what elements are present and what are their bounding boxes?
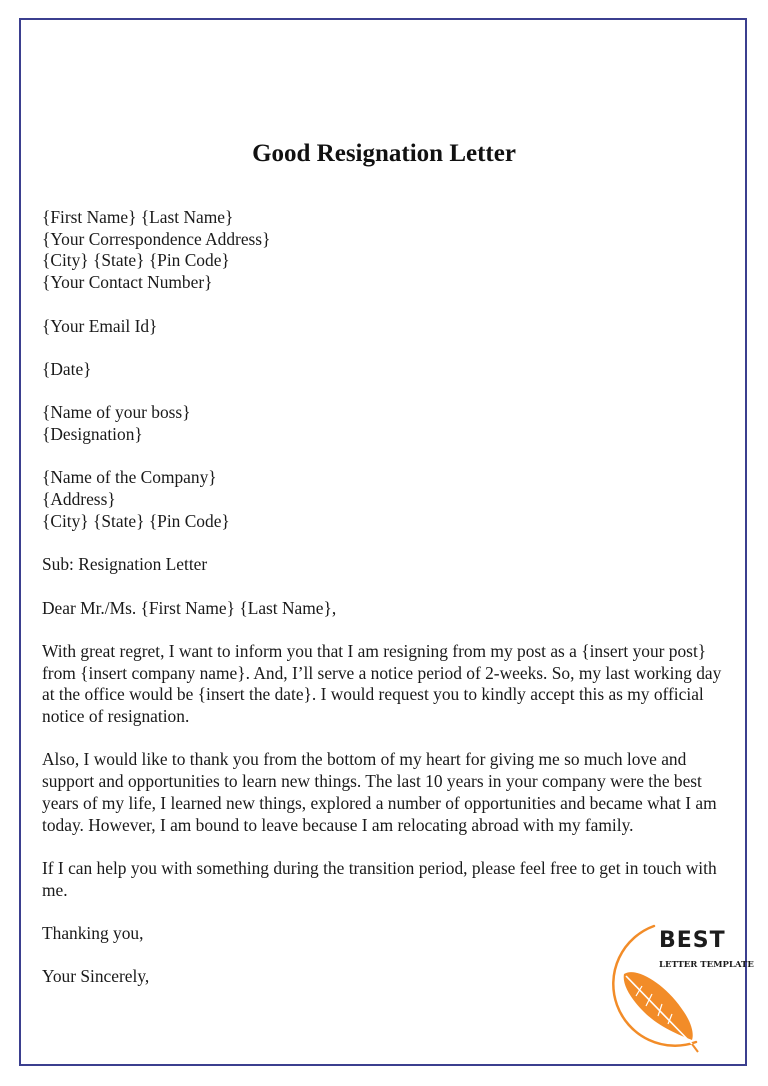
logo-subtitle: LETTER TEMPLATE xyxy=(659,960,754,970)
closing-sincerely: Your Sincerely, xyxy=(42,966,150,987)
sender-city-state-pin: {City} {State} {Pin Code} xyxy=(42,250,230,271)
letter-subject: Sub: Resignation Letter xyxy=(42,554,208,575)
letter-date: {Date} xyxy=(42,358,92,379)
paragraph-help: If I can help you with something during the transition period, please feel free to get in touch with me. xyxy=(42,857,717,900)
letter-salutation: Dear Mr./Ms. {First Name} {Last Name}, xyxy=(42,597,337,618)
sender-name: {First Name} {Last Name} xyxy=(42,207,234,227)
recipient-designation: {Designation} xyxy=(42,423,143,444)
recipient-boss-name: {Name of your boss} xyxy=(42,402,191,423)
paragraph-thanks: Also, I would like to thank you from the bottom of my heart for giving me so much love and support and opportunities to learn new things. The last 10 years in your company were the best years of my life, I learned new things, explored a number of opportunities and became what I am today. However, I am bound to leave because I am relocating abroad with my family. xyxy=(42,749,717,835)
letter-body xyxy=(42,207,732,988)
recipient-city-state-pin: {City} {State} {Pin Code} xyxy=(42,510,230,531)
sender-address: {Your Correspondence Address} xyxy=(42,228,271,249)
document-title: Good Resignation Letter xyxy=(252,140,516,167)
best-letter-template-logo xyxy=(596,924,754,1054)
paragraph-notice: With great regret, I want to inform you that I am resigning from my post as a {insert your post} from {insert company name}. And, I’ll serve a notice period of 2-weeks. So, my last working day at the office would be {insert the date}. I would request you to kindly accept this as my official notice of resignation. xyxy=(42,640,722,727)
logo-word: BEST xyxy=(659,928,726,953)
recipient-company: {Name of the Company} xyxy=(42,467,217,488)
closing-thanking: Thanking you, xyxy=(42,923,144,944)
sender-email: {Your Email Id} xyxy=(42,315,158,336)
sender-contact: {Your Contact Number} xyxy=(42,272,213,293)
recipient-address: {Address} xyxy=(42,489,116,510)
